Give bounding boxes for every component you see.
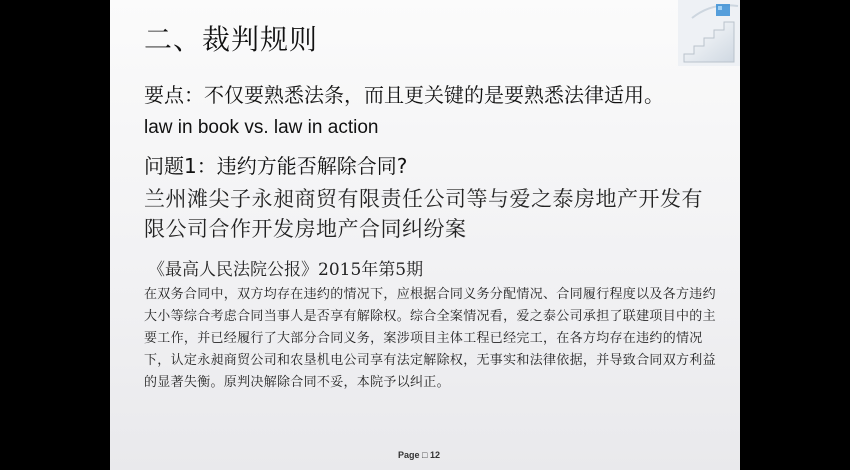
english-line: law in book vs. law in action	[144, 117, 379, 138]
slide	[110, 0, 740, 470]
key-point: 要点：不仅要熟悉法条，而且更关键的是要熟悉法律适用。	[144, 83, 664, 107]
slide-title: 二、裁判规则	[144, 23, 319, 56]
case-name: 兰州滩尖子永昶商贸有限责任公司等与爱之泰房地产开发有限公司合作开发房地产合同纠纷案	[144, 187, 703, 241]
question: 问题1：违约方能否解除合同?	[144, 154, 408, 178]
ruling-text: 在双务合同中，双方均存在违约的情况下，应根据合同义务分配情况、合同履行程度以及各方违约大小等综合考虑合同当事人是否享有解除权。综合全案情况看，爱之泰公司承担了联建项目中的主要工作，并已经履行了大部分合同义务，案涉项目主体工程已经完工，在各方均存在违约的情况下，认定永昶商贸公司和农垦机电公司享有法定解除权，无事实和法律依据，并导致合同双方利益的显著失衡。原判决解除合同不妥，本院予以纠正。	[144, 287, 716, 390]
staircase-decoration-icon	[678, 0, 740, 66]
page-number: Page □ 12	[398, 450, 440, 460]
case-source: 《最高人民法院公报》2015年第5期	[148, 260, 424, 280]
